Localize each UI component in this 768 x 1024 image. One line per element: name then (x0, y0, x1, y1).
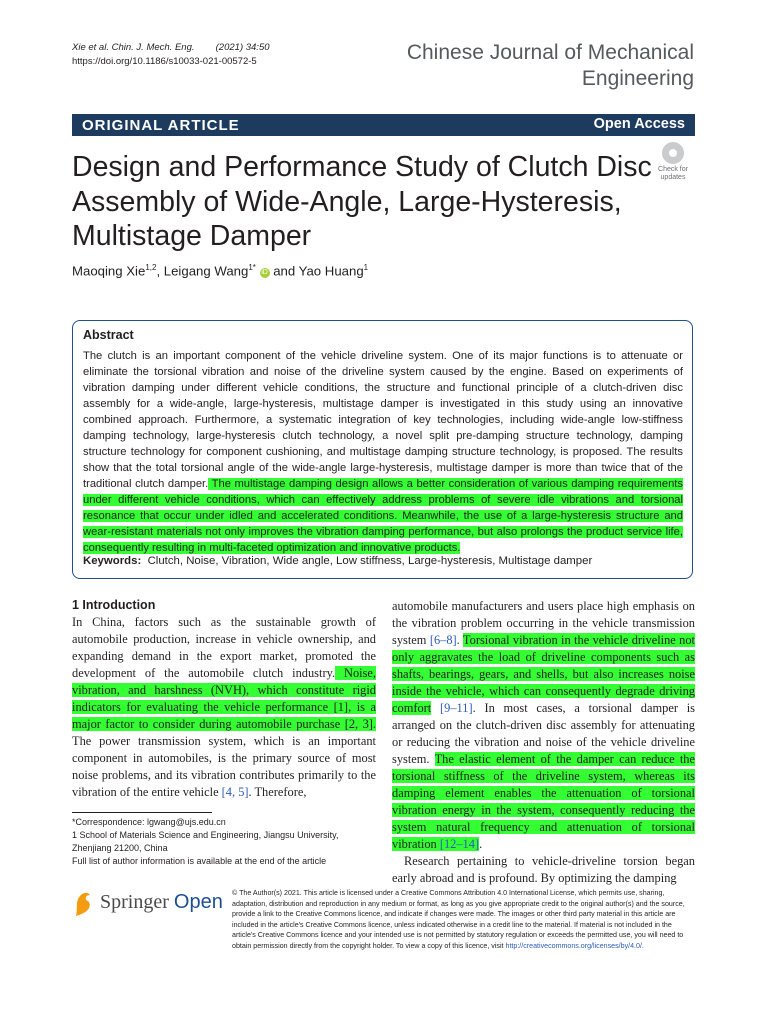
keywords-label: Keywords: (83, 555, 142, 567)
footnote-divider (72, 812, 212, 813)
badge-line-1: Check for (658, 166, 688, 173)
abstract-highlight: The multistage damping design allows a better consideration of various damping requirements under different vehicle conditions, which can effectively address problems of severe idle vibrations and torsional resonance that occur under idled and accelerated conditions. Meanwhile, the use of a large-hysteresis structure and wear-resistant materials not only improves the vibration damping performance, but also prolongs the product service life, consequently resulting in multi-faceted optimization and innovative products. (83, 478, 683, 554)
license-body: © The Author(s) 2021. This article is licensed under a Creative Commons Attribution 4.0 International License, which permits use, sharing, adaptation, distribution and reproduction in any medium or format, as long as you give appropriate credit to the original author(s) and the source, provide a link to the Creative Commons licence, and indicate if changes were made. The images or other third party material in this article are included in the article's Creative Commons licence, unless indicated otherwise in a credit line to the material. If material is not included in the article's Creative Commons licence and your intended use is not permitted by statutory regulation or exceeds the permitted use, you will need to obtain permission directly from the copyright holder. To view a copy of this licence, visit (232, 889, 685, 950)
intro-left-c: . Therefore, (248, 785, 307, 799)
author-info-note: Full list of author information is available at the end of the article (72, 856, 327, 866)
intro-right-highlight-2: The elastic element of the damper can reduce the torsional stiffness of the driveline system, whereas its damping element enables the attenuation of torsional vibration energy in the system, consequently reducing the system natural frequency and attenuation of torsional vibration (392, 752, 696, 851)
intro-right-highlight-1: Torsional vibration in the vehicle driveline not only aggravates the load of driveline components such as shafts, bearings, gears, and shells, but also increases noise inside the vehicle, which can consequently degrade driving comfort (392, 633, 695, 715)
citation-ref[interactable]: [6–8] (429, 633, 457, 647)
author-list (72, 263, 368, 278)
citation-ref[interactable]: [4, 5] (221, 785, 249, 799)
article-type-banner (72, 114, 695, 136)
paper-title: Design and Performance Study of Clutch Disc Assembly of Wide-Angle, Large-Hysteresis, Multistage Damper (72, 151, 652, 252)
license-text (232, 888, 695, 951)
doi-link[interactable]: https://doi.org/10.1186/s10033-021-00572-5 (72, 55, 257, 67)
journal-line-2: Engineering (581, 67, 694, 90)
springer-horse-icon (72, 890, 94, 918)
affiliation: 1 School of Materials Science and Engineering, Jiangsu University, Zhenjiang 21200, China (72, 830, 339, 853)
abstract-box (72, 320, 693, 579)
author-1-affil: 1,2 (145, 263, 157, 272)
publisher-springer: Springer (100, 891, 169, 913)
springer-open-logo[interactable] (72, 890, 222, 920)
intro-right-b: . (456, 633, 463, 647)
author-2-affil: 1* (248, 263, 256, 272)
abstract-heading: Abstract (83, 328, 134, 342)
check-updates-icon (662, 142, 684, 164)
author-1[interactable]: Maoqing Xie (72, 263, 146, 279)
intro-left-highlight: Noise, vibration, and harshness (NVH), which constitute rigid indicators for evaluating the vehicle performance [1], is a major factor to consider during automobile purchase [2, 3]. (72, 666, 377, 731)
correspondence: *Correspondence: lgwang@ujs.edu.cn (72, 817, 226, 827)
intro-right-c: . In most cases, a torsional damper is arranged on the clutch-driven disc assembly for attenuating or reducing the vibration and noise of the vehicle driveline system. (392, 701, 695, 766)
abstract-plain: The clutch is an important component of the vehicle driveline system. One of its major functions is to attenuate or eliminate the torsional vibration and noise of the driveline system caused by the engine. Based on experiments of vibration damping under different vehicle conditions, the structure and functional principle of a clutch-driven disc assembly for a wide-angle, large-hysteresis, multistage damper is investigated in this study using an innovative combined approach. Furthermore, a systematic integration of key technologies, including wide-angle low-stiffness damping technology, large-hysteresis clutch technology, a novel split pre-damping structure technology, damping structure technology for component cushioning, and multistage damping structure technology, is proposed. The results show that the total torsional angle of the wide-angle large-hysteresis, multistage damper is more than twice that of the traditional clutch damper. (83, 350, 683, 490)
keywords-list: Clutch, Noise, Vibration, Wide angle, Low stiffness, Large-hysteresis, Multistage damper (147, 555, 593, 567)
license-link[interactable]: http://creativecommons.org/licenses/by/4.0/ (505, 941, 642, 950)
orcid-icon[interactable]: iD (261, 269, 268, 277)
license-end: . (641, 941, 644, 950)
citation-ref[interactable]: [12–14] (436, 837, 480, 851)
journal-name (407, 40, 694, 92)
author-2[interactable]: , Leigang Wang (156, 263, 249, 279)
intro-right-p2: Research pertaining to vehicle-driveline torsion began early abroad and is profound. By optimizing the damping (392, 854, 695, 885)
intro-right-column (392, 598, 695, 887)
citation-block (72, 41, 270, 68)
citation-year: (2021) 34:50 (215, 42, 270, 53)
keywords-line (83, 555, 592, 567)
intro-heading: 1 Introduction (72, 598, 156, 612)
intro-right-d: . (479, 837, 483, 851)
check-for-updates-badge[interactable] (652, 142, 694, 182)
journal-line-1: Chinese Journal of Mechanical (406, 41, 694, 64)
abstract-text (83, 348, 683, 556)
badge-line-2: updates (660, 174, 686, 181)
intro-left-b: The power transmission system, which is an important component in automobiles, is the primary source of most noise problems, and its vibration contributes primarily to the vibration of the entire vehicle (72, 734, 376, 799)
open-access-label: Open Access (593, 116, 685, 132)
intro-left-column (72, 614, 376, 801)
intro-left-a: In China, factors such as the sustainable growth of automobile production, increase in vehicle ownership, and expanding demand in the export market, promoted the development of the automobile clutch industry. (72, 615, 376, 680)
publisher-open: Open (173, 891, 223, 913)
publisher-name (100, 891, 223, 914)
author-3-affil: 1 (363, 263, 369, 272)
footnote-block (72, 816, 372, 868)
intro-right-a: automobile manufacturers and users place high emphasis on the vibration problem occurring in the vehicle transmission system (392, 599, 695, 647)
citation-line: Xie et al. Chin. J. Mech. Eng. (72, 42, 195, 53)
author-3[interactable]: and Yao Huang (269, 263, 364, 279)
article-type-label: ORIGINAL ARTICLE (82, 117, 240, 134)
citation-ref[interactable]: [9–11] (431, 701, 473, 715)
